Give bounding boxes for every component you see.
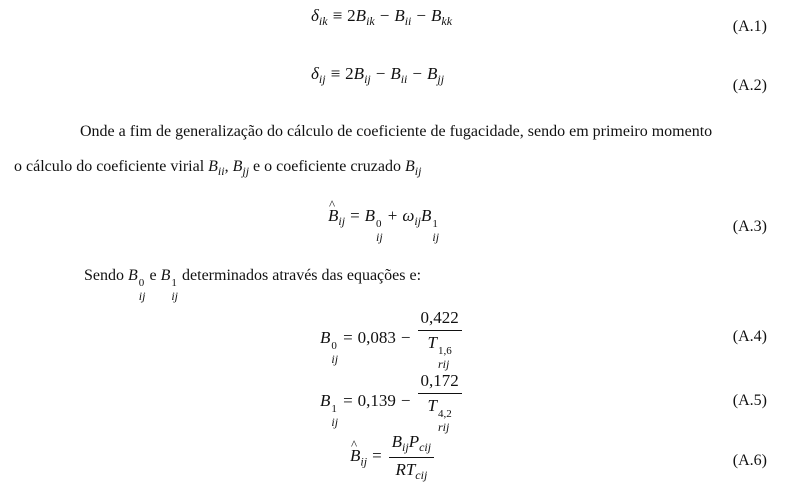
equation-a4: B 0 ij = 0,083 − 0,422 T 1,6 rij [320,308,464,370]
fraction-numerator: 0,172 [420,371,459,390]
paragraph-text: Sendo [84,267,124,284]
paragraph-text: determinados através das equações e: [182,267,422,284]
paragraph-text: e o coeficiente cruzado [249,158,401,175]
constant: 0,139 [357,390,396,410]
paragraph-text: e [149,267,157,284]
equation-a2: $\delta_{ij} \equiv 2B_{ij} - B_{ii} - B_{jj}$ [311,64,445,86]
exponent: 4,2 [437,408,452,420]
constant: 0,083 [357,327,396,347]
paragraph-line: Onde a fim de generalização do cálculo de coeficiente de fugacidade, sendo em primeiro momento [80,123,713,140]
paragraph-text: o cálculo do coeficiente virial [14,158,205,175]
exponent: 1,6 [437,345,452,357]
equation-number-a5: (A.5) [732,392,767,409]
equation-a3: ^ $B_{ij} = B$ 0 ij + $\omega_{ij}B$ 1 ij [328,206,439,243]
paragraph-line: o cálculo do coeficiente virial $B_{ii}$, $B_{jj}$ e o coeficiente cruzado $B_{ij}$ [14,158,422,178]
paragraph-line: Sendo B 0 ij e B 1 ij determinados através das equações e: [84,267,422,303]
equation-a1: $\delta_{ik} \equiv 2B_{ik} - B_{ii} - B_{kk}$ [311,6,453,28]
equation-number-a6: (A.6) [732,452,767,469]
equation-number-a4: (A.4) [732,328,767,345]
equation-number-a3: (A.3) [732,218,767,235]
equation-a5: B 1 ij = 0,139 − 0,172 T 4,2 rij [320,371,464,433]
equation-number-a1: (A.1) [732,18,767,35]
equation-number-a2: (A.2) [732,77,767,94]
fraction-numerator: 0,422 [420,308,459,327]
equation-a6: ^ $B_{ij}$ = $\frac{B_{ij}P_{cij}}{RT_{cij}}$ [350,432,436,483]
